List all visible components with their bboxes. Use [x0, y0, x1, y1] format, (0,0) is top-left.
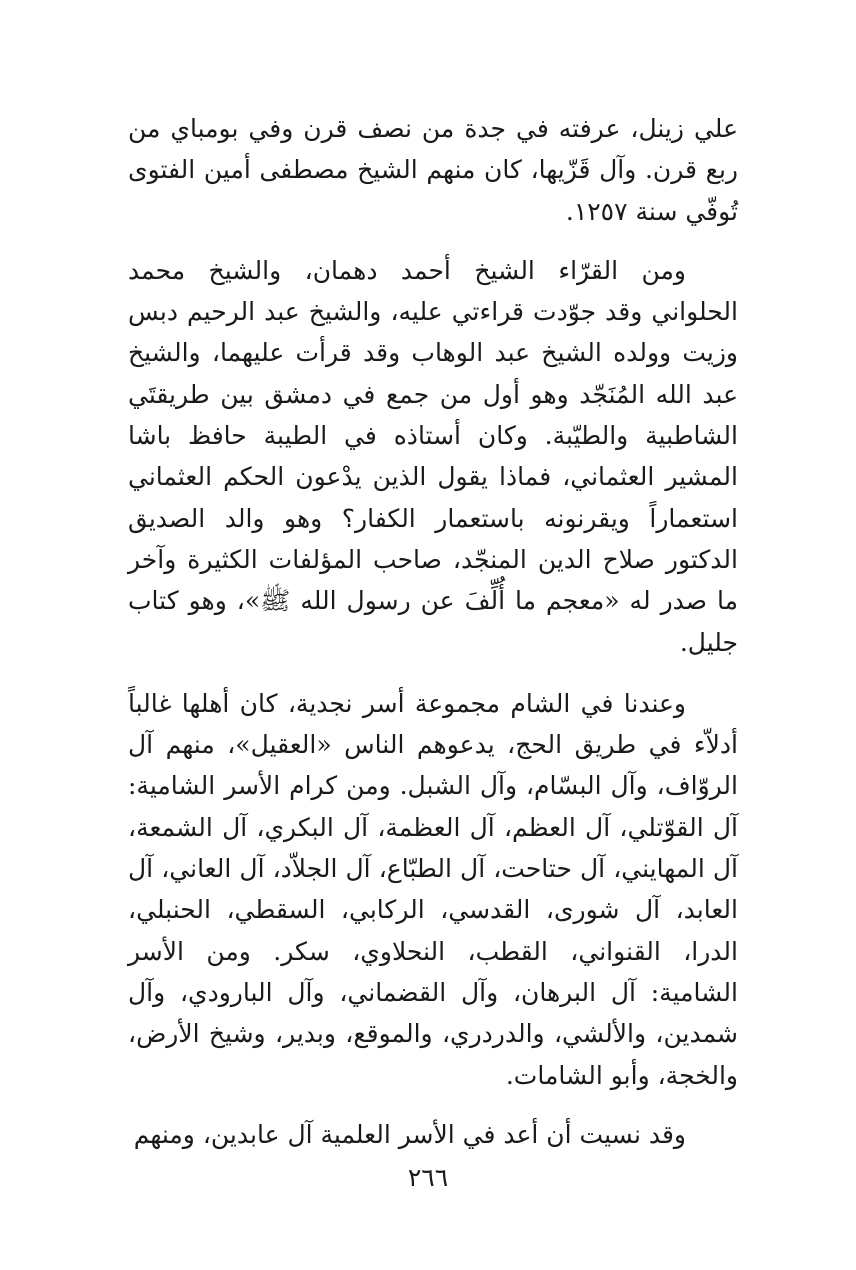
paragraph: علي زينل، عرفته في جدة من نصف قرن وفي بومباي من ربع قرن. وآل قَزّيها، كان منهم الشيخ مصطفى أمين الفتوى تُوفّي سنة ١٢٥٧.: [128, 114, 738, 226]
paragraph: وقد نسيت أن أعد في الأسر العلمية آل عابدين، ومنهم: [133, 1119, 686, 1149]
page-number: ٢٦٦: [407, 1163, 449, 1192]
page-body: [128, 108, 738, 1155]
paragraph: ومن القرّاء الشيخ أحمد دهمان، والشيخ محمد الحلواني وقد جوّدت قراءتي عليه، والشيخ عبد الرحيم دبس وزيت وولده الشيخ عبد الوهاب وقد قرأت عليهما، والشيخ عبد الله المُنَجّد وهو أول من جمع في دمشق بين طريقتَي الشاطبية والطيّبة. وكان أستاذه في الطيبة حافظ باشا المشير العثماني، فماذا يقول الذين يدْعون الحكم العثماني استعماراً ويقرنونه باستعمار الكفار؟ وهو والد الصديق الدكتور صلاح الدين المنجّد، صاحب المؤلفات الكثيرة وآخر ما صدر له «معجم ما أُلِّفَ عن رسول الله ﷺ»، وهو كتاب جليل.: [128, 255, 738, 657]
paragraph: وعندنا في الشام مجموعة أسر نجدية، كان أهلها غالباً أدلاّء في طريق الحج، يدعوهم الناس «العقيل»، منهم آل الروّاف، وآل البسّام، وآل الشبل. ومن كرام الأسر الشامية: آل القوّتلي، آل العظم، آل العظمة، آل البكري، آل الشمعة، آل المهايني، آل حتاحت، آل الطبّاع، آل الجلاّد، آل العاني، آل العابد، آل شورى، القدسي، الركابي، السقطي، الحنبلي، الدرا، القنواني، القطب، النحلاوي، سكر. ومن الأسر الشامية: آل البرهان، وآل القضماني، وآل البارودي، وآل شمدين، والألشي، والدردري، والموقع، وبدير، وشيخ الأرض، والخجة، وأبو الشامات.: [128, 688, 738, 1090]
